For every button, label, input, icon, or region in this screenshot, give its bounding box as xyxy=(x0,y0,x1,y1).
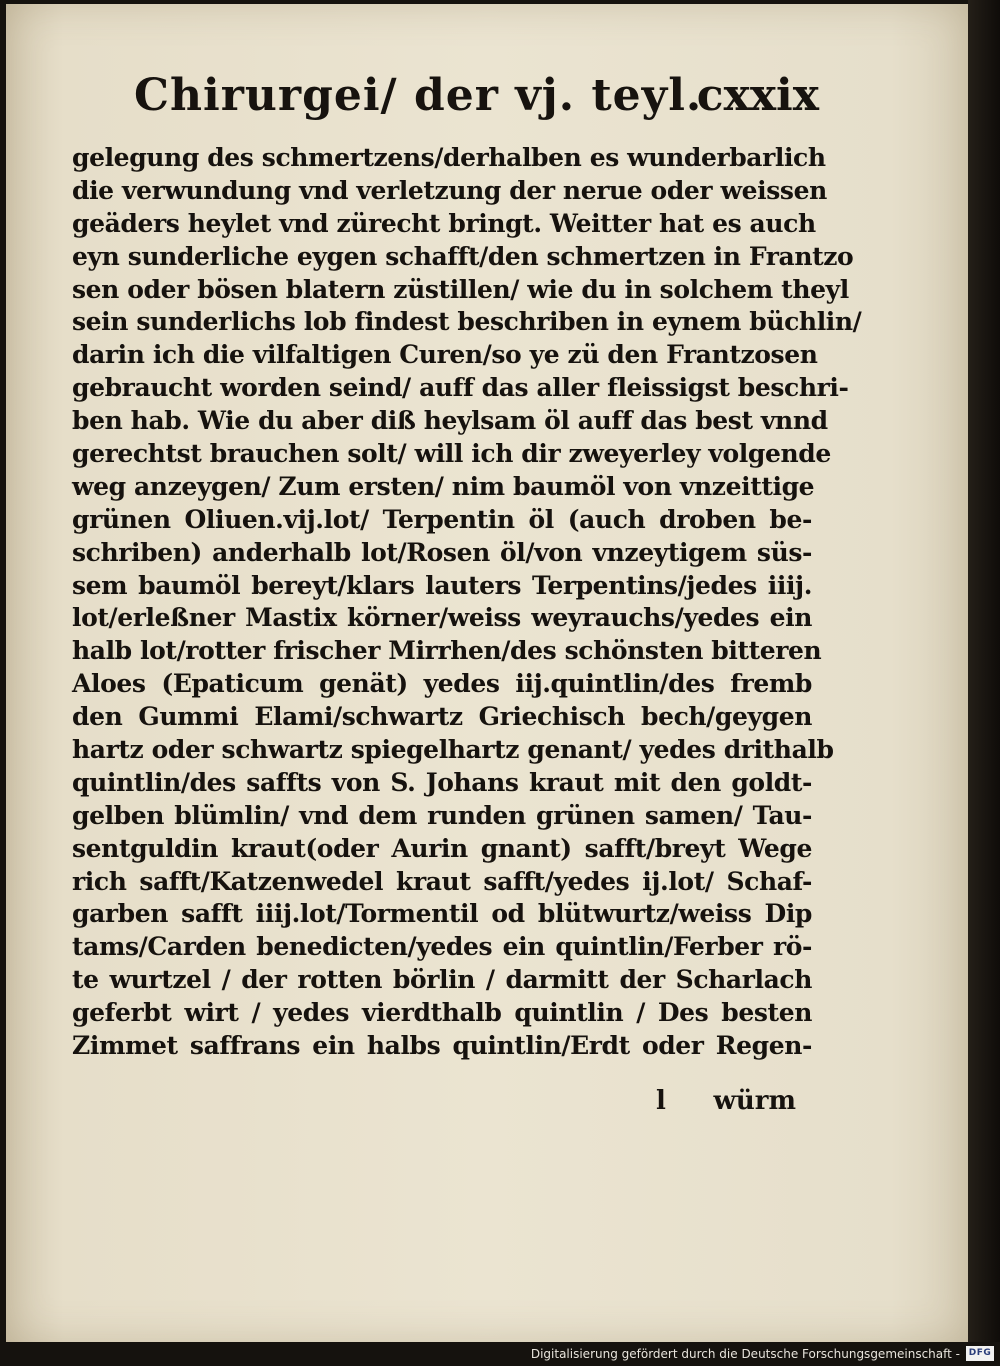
book-page xyxy=(6,4,968,1342)
text-line: ben hab. Wie du aber diß heylsam öl auff das best vnnd xyxy=(72,406,828,436)
folio-number: cxxix xyxy=(696,70,819,121)
page-header xyxy=(134,70,819,140)
text-line: garben safft iiij.lot/Tormentil od blütwurtz/weiss Dip xyxy=(72,899,812,929)
body-text xyxy=(72,142,862,1063)
text-line: gebraucht worden seind/ auff das aller fleissigst beschri- xyxy=(72,373,849,403)
text-line: hartz oder schwartz spiegelhartz genant/ yedes drithalb xyxy=(72,735,834,765)
page-edge-shadow xyxy=(968,0,1000,1342)
text-line: lot/erleßner Mastix körner/weiss weyrauchs/yedes ein xyxy=(72,603,812,633)
text-line: sein sunderlichs lob findest beschriben in eynem büchlin/ xyxy=(72,307,862,337)
text-line: sem baumöl bereyt/klars lauters Terpentins/jedes iiij. xyxy=(72,570,812,600)
funding-credit: Digitalisierung gefördert durch die Deutsche Forschungsgemeinschaft - xyxy=(530,1347,960,1361)
page-footer xyxy=(656,1086,796,1126)
text-line: tams/Carden benedicten/yedes ein quintlin/Ferber rö- xyxy=(72,932,812,962)
text-line: gelben blümlin/ vnd dem runden grünen samen/ Tau- xyxy=(72,800,812,830)
text-line: geäders heylet vnd zürecht bringt. Weitter hat es auch xyxy=(72,208,816,238)
text-line: geferbt wirt / yedes vierdthalb quintlin / Des besten xyxy=(72,998,812,1028)
text-line: gelegung des schmertzens/derhalben es wunderbarlich xyxy=(72,143,826,172)
text-line: darin ich die vilfaltigen Curen/so ye zü den Frantzosen xyxy=(72,340,818,370)
text-line: schriben) anderhalb lot/Rosen öl/von vnzeytigem süs- xyxy=(72,537,812,567)
text-line: quintlin/des saffts von S. Johans kraut mit den goldt- xyxy=(72,767,812,797)
text-line: te wurtzel / der rotten börlin / darmitt der Scharlach xyxy=(72,965,812,995)
credit-bar xyxy=(0,1342,1000,1366)
dfg-logo: DFG xyxy=(966,1346,994,1361)
signature-mark: l xyxy=(656,1086,666,1116)
text-line: rich safft/Katzenwedel kraut safft/yedes ij.lot/ Schaf- xyxy=(72,866,812,896)
text-line: halb lot/rotter frischer Mirrhen/des schönsten bitteren xyxy=(72,636,822,666)
text-line: den Gummi Elami/schwartz Griechisch bech/geygen xyxy=(72,702,812,732)
text-line: weg anzeygen/ Zum ersten/ nim baumöl von vnzeittige xyxy=(72,471,815,501)
text-line: sen oder bösen blatern züstillen/ wie du in solchem theyl xyxy=(72,274,849,304)
text-line: gerechtst brauchen solt/ will ich dir zweyerley volgende xyxy=(72,439,831,469)
text-line: Aloes (Epaticum genät) yedes iij.quintlin/des fremb xyxy=(72,669,812,699)
text-line: die verwundung vnd verletzung der nerue oder weissen xyxy=(72,175,827,205)
text-line: eyn sunderliche eygen schafft/den schmertzen in Frantzo xyxy=(72,241,854,271)
catchword: würm xyxy=(713,1086,796,1116)
running-head: Chirurgei/ der vj. teyl. xyxy=(134,70,703,121)
text-line: Zimmet saffrans ein halbs quintlin/Erdt oder Regen- xyxy=(72,1031,812,1061)
text-line: grünen Oliuen.vij.lot/ Terpentin öl (auch droben be- xyxy=(72,504,812,534)
text-line: sentguldin kraut(oder Aurin gnant) safft/breyt Wege xyxy=(72,833,812,863)
